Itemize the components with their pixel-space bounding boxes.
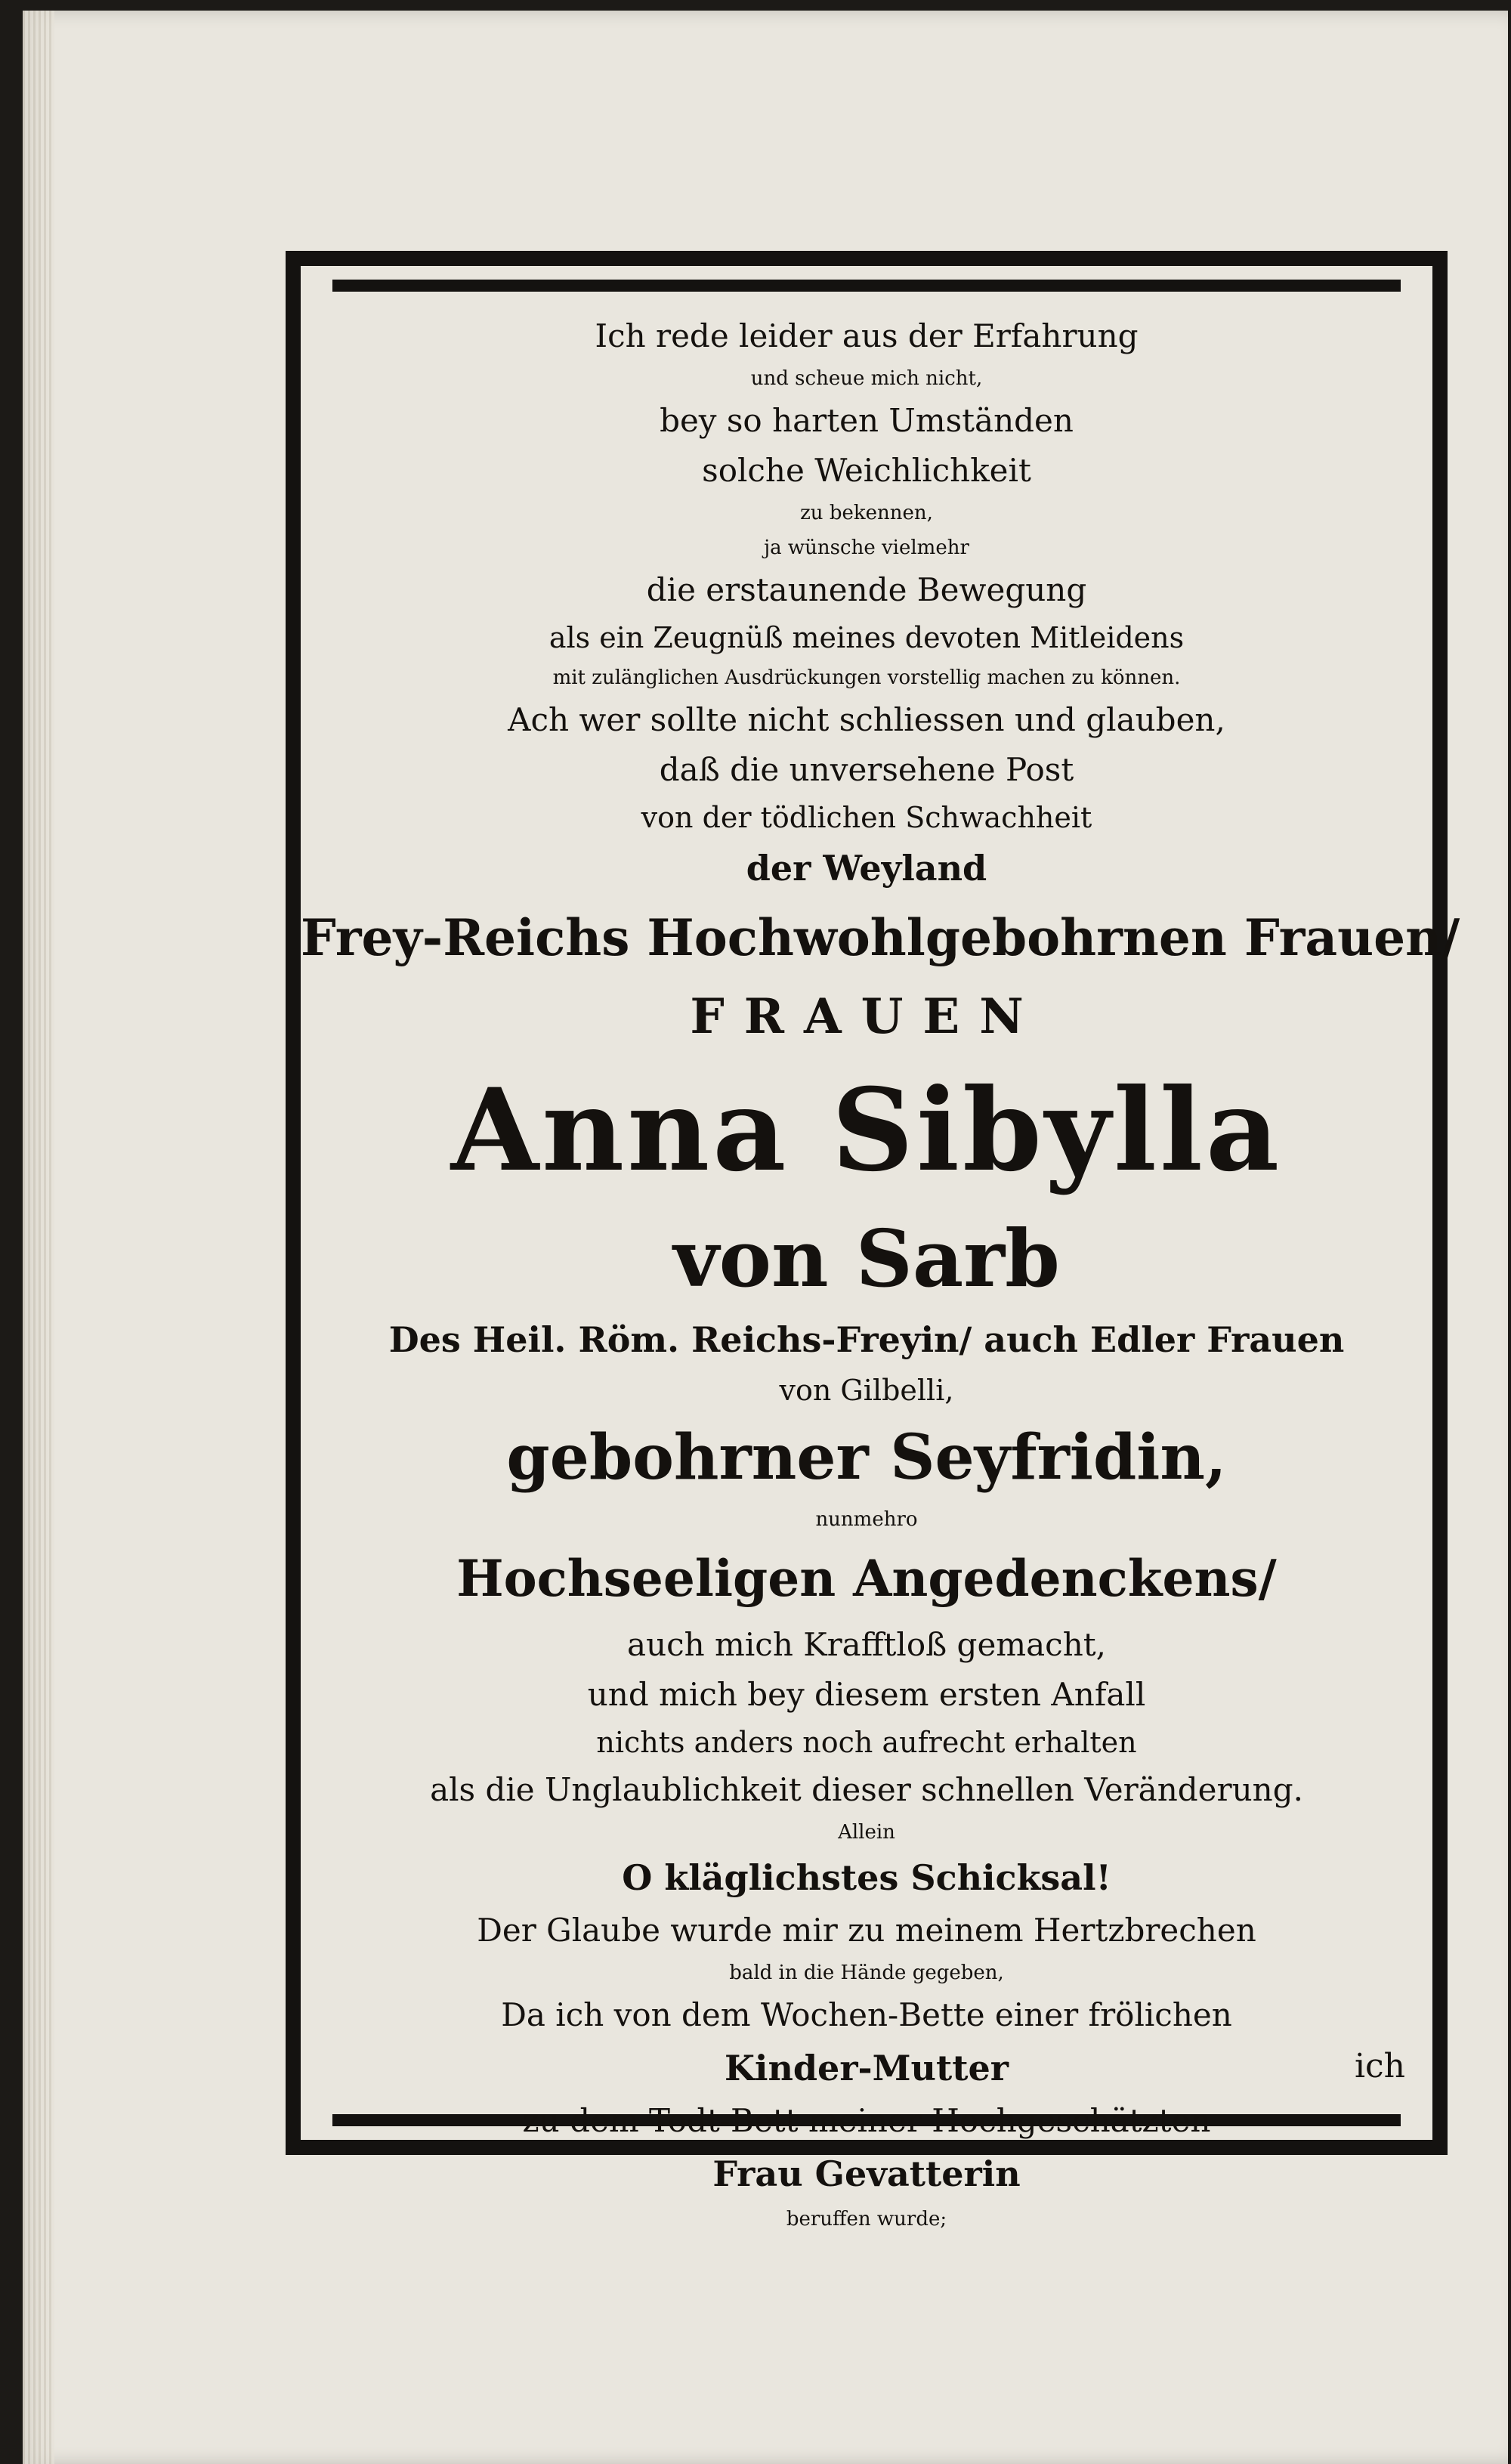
text-line: die erstaunende Bewegung xyxy=(646,571,1087,608)
text-line: Hochseeligen Angedenckens/ xyxy=(456,1549,1277,1608)
text-line: nichts anders noch aufrecht erhalten xyxy=(596,1726,1137,1759)
condolence-text-block xyxy=(301,311,1460,2237)
text-line: Kinder-Mutter xyxy=(724,2048,1009,2088)
text-line: von der tödlichen Schwachheit xyxy=(641,801,1092,834)
text-line: Anna Sibylla xyxy=(450,1064,1283,1197)
text-line: mit zulänglichen Ausdrückungen vorstellig machen zu können. xyxy=(552,666,1181,689)
text-line: bey so harten Umständen xyxy=(660,402,1074,439)
text-line: von Gilbelli, xyxy=(779,1374,954,1407)
text-line: Ich rede leider aus der Erfahrung xyxy=(595,317,1139,354)
text-line: zu bekennen, xyxy=(800,502,933,524)
text-line: O kläglichstes Schicksal! xyxy=(622,1857,1111,1898)
text-line: und mich bey diesem ersten Anfall xyxy=(587,1676,1146,1713)
text-line: Ach wer sollte nicht schliessen und glauben, xyxy=(508,701,1225,738)
text-line: und scheue mich nicht, xyxy=(750,367,983,390)
text-line: zu dem Todt-Bett meiner Hochgeschätzten xyxy=(522,2102,1211,2139)
text-line: ja wünsche vielmehr xyxy=(764,536,969,559)
text-line: auch mich Krafftloß gemacht, xyxy=(627,1626,1106,1663)
mourning-border-frame xyxy=(286,251,1460,2231)
text-line: gebohrner Seyfridin, xyxy=(506,1421,1227,1494)
text-line: beruffen wurde; xyxy=(786,2208,947,2231)
text-line: daß die unversehene Post xyxy=(659,751,1074,788)
text-line: Allein xyxy=(838,1821,895,1844)
book-page xyxy=(23,11,1508,2464)
text-line: nunmehro xyxy=(815,1508,918,1531)
text-line: Da ich von dem Wochen-Bette einer frölichen xyxy=(501,1996,1232,2033)
text-line: Der Glaube wurde mir zu meinem Hertzbrechen xyxy=(477,1912,1256,1949)
text-line: als ein Zeugnüß meines devoten Mitleidens xyxy=(548,621,1185,654)
text-line: der Weyland xyxy=(746,848,987,889)
text-line: von Sarb xyxy=(673,1212,1060,1305)
text-line: FRAUEN xyxy=(690,988,1043,1045)
text-line: solche Weichlichkeit xyxy=(702,452,1031,489)
text-line: als die Unglaublichkeit dieser schnellen Veränderung. xyxy=(430,1771,1303,1808)
text-line: bald in die Hände gegeben, xyxy=(729,1962,1004,1984)
text-line: Frey-Reichs Hochwohlgebohrnen Frauen/ xyxy=(301,908,1460,967)
page-edges xyxy=(23,11,54,2464)
catchword: ich xyxy=(1354,2047,1405,2085)
text-line: Frau Gevatterin xyxy=(712,2153,1021,2194)
top-rule xyxy=(332,280,1401,292)
text-line: Des Heil. Röm. Reichs-Freyin/ auch Edler Frauen xyxy=(388,1319,1345,1360)
